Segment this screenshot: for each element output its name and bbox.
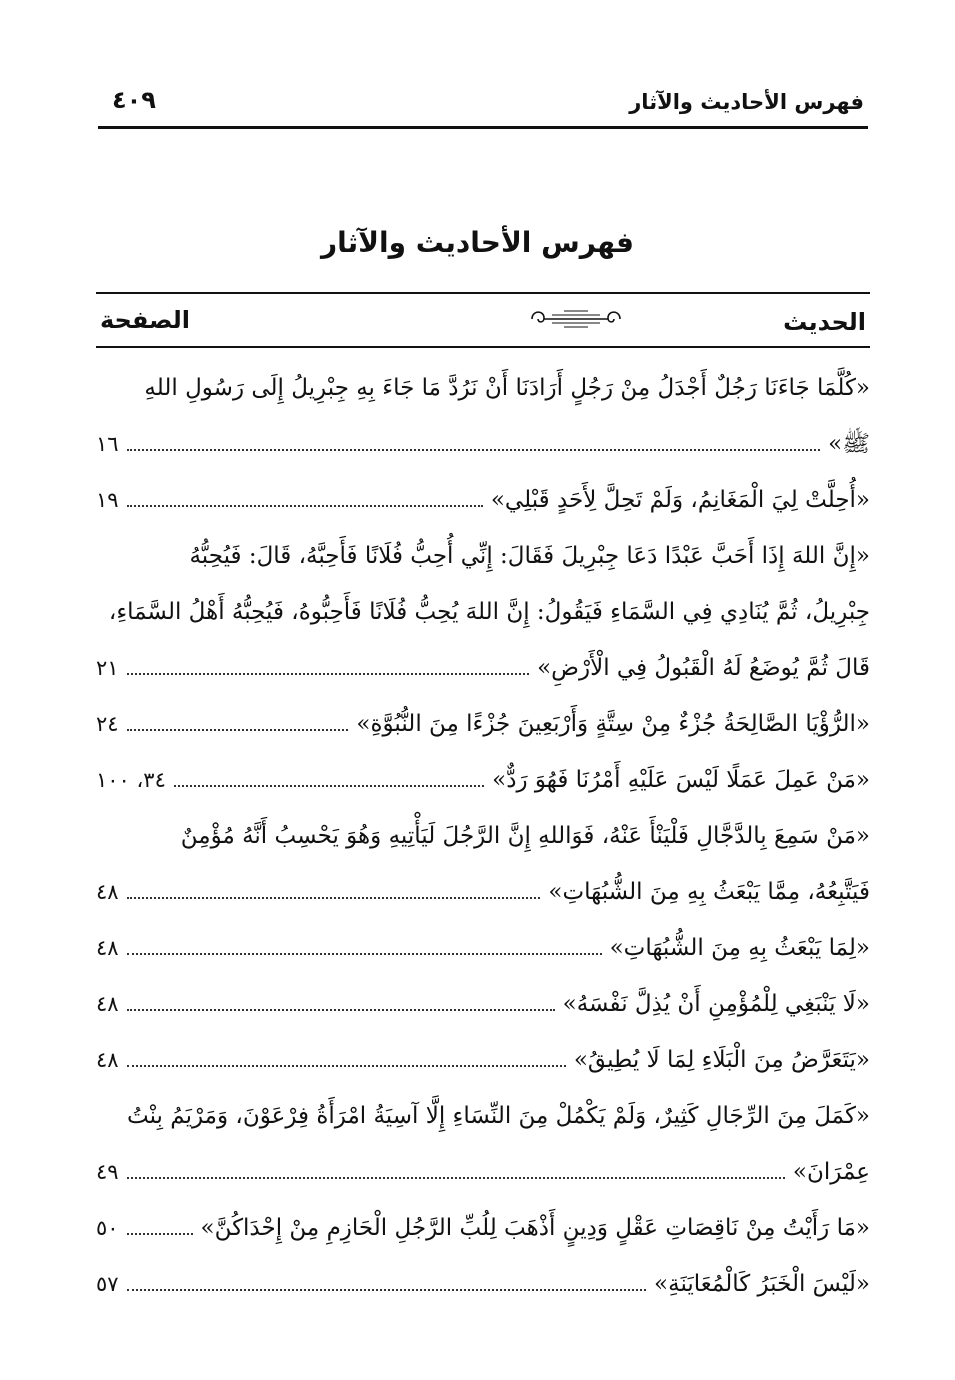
dot-leader bbox=[174, 785, 484, 787]
entry-page-number: ٤٩ bbox=[96, 1160, 119, 1184]
entry-line bbox=[96, 864, 870, 920]
entry-line bbox=[96, 416, 870, 472]
entry-page-number: ٢٤ bbox=[96, 712, 119, 736]
entry-line bbox=[96, 752, 870, 808]
dot-leader bbox=[127, 1177, 785, 1179]
index-entries bbox=[96, 360, 870, 1312]
entry-page-number: ٢١ bbox=[96, 656, 119, 680]
hadith-text: فَيَتَّبِعُهُ، مِمَّا يَبْعَثُ بِهِ مِنَ الشُّبُهَاتِ» bbox=[548, 879, 870, 905]
dot-leader bbox=[127, 673, 529, 675]
index-title: فهرس الأحاديث والآثار bbox=[320, 226, 635, 259]
entry-page-number: ٥٧ bbox=[96, 1272, 119, 1296]
hadith-text: عِمْرَانَ» bbox=[792, 1159, 870, 1185]
index-entry bbox=[96, 1032, 870, 1088]
dot-leader bbox=[127, 1065, 566, 1067]
index-entry bbox=[96, 752, 870, 808]
hadith-text: جِبْرِيلُ، ثُمَّ يُنَادِي فِي السَّمَاءِ فَيَقُولُ: إِنَّ اللهَ يُحِبُّ فُلَانًا فَأَحِبُّوهُ، فَيُحِبُّهُ أَهْلُ السَّمَاءِ، bbox=[108, 599, 870, 625]
hadith-text: «لَيْسَ الْخَبَرُ كَالْمُعَايَنَةِ» bbox=[654, 1271, 870, 1297]
dot-leader bbox=[127, 1289, 646, 1291]
dot-leader bbox=[127, 729, 348, 731]
dot-leader bbox=[127, 449, 820, 451]
hadith-text: «مَنْ سَمِعَ بِالدَّجَّالِ فَلْيَنْأَ عَنْهُ، فَوَاللهِ إِنَّ الرَّجُلَ لَيَأْتِيهِ وَهُوَ يَحْسِبُ أَنَّهُ مُؤْمِنٌ bbox=[180, 823, 870, 849]
index-entry bbox=[96, 976, 870, 1032]
entry-line bbox=[96, 1256, 870, 1312]
hadith-text: «كَمَلَ مِنَ الرِّجَالِ كَثِيرٌ، وَلَمْ يَكْمُلْ مِنَ النِّسَاءِ إِلَّا آسِيَةُ امْرَأَةُ فِرْعَوْنَ، وَمَرْيَمُ بِنْتُ bbox=[127, 1103, 870, 1129]
column-header-page: الصفحة bbox=[100, 306, 191, 334]
entry-page-number: ٤٨ bbox=[96, 992, 119, 1016]
entry-page-number: ٤٨ bbox=[96, 1048, 119, 1072]
entry-line bbox=[96, 640, 870, 696]
hadith-text: «أُحِلَّتْ لِيَ الْمَغَانِمُ، وَلَمْ تَحِلَّ لِأَحَدٍ قَبْلِي» bbox=[490, 487, 870, 513]
entry-page-number: ١٦ bbox=[96, 432, 119, 456]
entry-line bbox=[96, 808, 870, 864]
entry-line bbox=[96, 360, 870, 416]
dot-leader bbox=[127, 1233, 193, 1235]
entry-line bbox=[96, 696, 870, 752]
column-header-hadith: الحديث bbox=[783, 308, 866, 336]
index-entry bbox=[96, 1088, 870, 1200]
entry-page-number: ٣٤، ١٠٠ bbox=[96, 768, 166, 792]
page-number: ٤٠٩ bbox=[112, 86, 156, 114]
entry-line bbox=[96, 1088, 870, 1144]
entry-page-number: ٤٨ bbox=[96, 880, 119, 904]
hadith-text: «يَتَعَرَّضُ مِنَ الْبَلَاءِ لِمَا لَا يُطِيقُ» bbox=[573, 1047, 870, 1073]
hadith-text: ﷺ» bbox=[828, 431, 870, 457]
hadith-text: «الرُّؤْيَا الصَّالِحَةُ جُزْءٌ مِنْ سِتَّةٍ وَأَرْبَعِينَ جُزْءًا مِنَ النُّبُوَّةِ» bbox=[356, 711, 870, 737]
entry-line bbox=[96, 976, 870, 1032]
entry-page-number: ٥٠ bbox=[96, 1216, 119, 1240]
entry-line bbox=[96, 528, 870, 584]
index-entry bbox=[96, 1200, 870, 1256]
entry-line bbox=[96, 584, 870, 640]
index-entry bbox=[96, 696, 870, 752]
entry-line bbox=[96, 1200, 870, 1256]
hadith-text: «مَنْ عَمِلَ عَمَلًا لَيْسَ عَلَيْهِ أَمْرُنَا فَهُوَ رَدٌّ» bbox=[492, 767, 870, 793]
dot-leader bbox=[127, 897, 540, 899]
entry-line bbox=[96, 472, 870, 528]
hadith-text: «إِنَّ اللهَ إِذَا أَحَبَّ عَبْدًا دَعَا جِبْرِيلَ فَقَالَ: إِنِّي أُحِبُّ فُلَانًا فَأَحِبَّهُ، قَالَ: فَيُحِبُّهُ bbox=[189, 543, 870, 569]
index-entry bbox=[96, 808, 870, 920]
index-entry bbox=[96, 920, 870, 976]
hadith-text: «لَا يَنْبَغِي لِلْمُؤْمِنِ أَنْ يُذِلَّ نَفْسَهُ» bbox=[562, 991, 870, 1017]
ornament-icon bbox=[528, 304, 624, 334]
index-entry bbox=[96, 360, 870, 472]
running-title: فهرس الأحاديث والآثار bbox=[629, 90, 864, 114]
dot-leader bbox=[127, 1009, 555, 1011]
running-header bbox=[98, 82, 868, 129]
entry-page-number: ١٩ bbox=[96, 488, 119, 512]
hadith-text: قَالَ ثُمَّ يُوضَعُ لَهُ الْقَبُولُ فِي الْأَرْضِ» bbox=[537, 655, 870, 681]
hadith-text: «مَا رَأَيْتُ مِنْ نَاقِصَاتِ عَقْلٍ وَدِينٍ أَذْهَبَ لِلُبِّ الرَّجُلِ الْحَازِمِ مِنْ إِحْدَاكُنَّ» bbox=[200, 1215, 870, 1241]
column-header-row bbox=[96, 292, 870, 348]
entry-line bbox=[96, 920, 870, 976]
index-entry bbox=[96, 472, 870, 528]
index-entry bbox=[96, 528, 870, 696]
entry-line bbox=[96, 1032, 870, 1088]
entry-line bbox=[96, 1144, 870, 1200]
index-entry bbox=[96, 1256, 870, 1312]
hadith-text: «لِمَا يَبْعَثُ بِهِ مِنَ الشُّبُهَاتِ» bbox=[609, 935, 870, 961]
hadith-text: «كُلَّمَا جَاءَنَا رَجُلٌ أَجْدَلُ مِنْ رَجُلٍ أَرَادَنَا أَنْ نَرُدَّ مَا جَاءَ بِهِ جِبْرِيلُ إِلَى رَسُولِ اللهِ bbox=[144, 375, 870, 401]
entry-page-number: ٤٨ bbox=[96, 936, 119, 960]
dot-leader bbox=[127, 953, 602, 955]
dot-leader bbox=[127, 505, 483, 507]
